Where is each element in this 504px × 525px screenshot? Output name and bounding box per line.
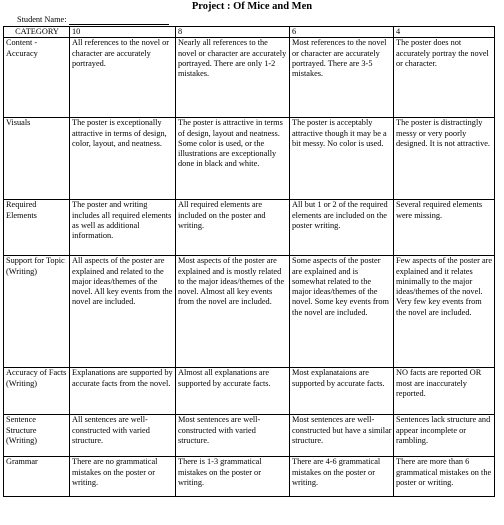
table-cell: Some aspects of the poster are explained and is somewhat related to the major ideas/themes of the novel. Some key events from the novel are included.	[290, 256, 394, 368]
table-cell: There are 4-6 grammatical mistakes on the poster or writing.	[290, 457, 394, 497]
table-cell: Nearly all references to the novel or character are accurately portrayed. There are only 1-2 mistakes.	[176, 38, 290, 118]
row-category: Support for Topic (Writing)	[4, 256, 70, 368]
table-cell: Most aspects of the poster are explained and is mostly related to the major ideas/themes of the novel. Almost all key events from the novel are included.	[176, 256, 290, 368]
table-cell: All references to the novel or character are accurately portrayed.	[70, 38, 176, 118]
student-name-field	[17, 15, 169, 25]
table-cell: The poster is distractingly messy or very poorly designed. It is not attractive.	[394, 118, 495, 200]
table-cell: All but 1 or 2 of the required elements are included on the poster writing.	[290, 200, 394, 256]
table-row	[4, 457, 495, 497]
table-row	[4, 200, 495, 256]
table-cell: Several required elements were missing.	[394, 200, 495, 256]
table-cell: There are more than 6 grammatical mistakes on the poster or writing.	[394, 457, 495, 497]
table-cell: All required elements are included on the poster and writing.	[176, 200, 290, 256]
document-title: Project : Of Mice and Men	[191, 1, 313, 12]
row-category: Accuracy of Facts (Writing)	[4, 368, 70, 415]
header-row	[4, 27, 495, 38]
table-cell: Almost all explanations are supported by accurate facts.	[176, 368, 290, 415]
row-category: Grammar	[4, 457, 70, 497]
row-category: Required Elements	[4, 200, 70, 256]
table-cell: Most explanataions are supported by accurate facts.	[290, 368, 394, 415]
row-category: Sentence Structure (Writing)	[4, 415, 70, 457]
table-row	[4, 38, 495, 118]
header-score-4: 4	[394, 27, 495, 38]
row-category: Visuals	[4, 118, 70, 200]
header-score-10: 10	[70, 27, 176, 38]
header-score-8: 8	[176, 27, 290, 38]
table-row	[4, 415, 495, 457]
table-row	[4, 118, 495, 200]
table-cell: NO facts are reported OR most are inaccurately reported.	[394, 368, 495, 415]
table-cell: Explanations are supported by accurate facts from the novel.	[70, 368, 176, 415]
student-name-blank	[69, 16, 169, 25]
row-category: Content - Accuracy	[4, 38, 70, 118]
table-cell: Most sentences are well-constructed but have a similar structure.	[290, 415, 394, 457]
table-cell: There are no grammatical mistakes on the poster or writing.	[70, 457, 176, 497]
table-cell: There is 1-3 grammatical mistakes on the poster or writing.	[176, 457, 290, 497]
table-cell: The poster and writing includes all required elements as well as additional information.	[70, 200, 176, 256]
table-cell: Few aspects of the poster are explained and it relates minimally to the major ideas/themes of the novel. Very few key events from the novel are included.	[394, 256, 495, 368]
student-name-label: Student Name:	[17, 15, 67, 24]
header-score-6: 6	[290, 27, 394, 38]
table-cell: The poster is attractive in terms of design, layout and neatness. Some color is used, or the illustrations are exceptionally done in black and white.	[176, 118, 290, 200]
table-row	[4, 368, 495, 415]
table-cell: Most sentences are well-constructed with varied structure.	[176, 415, 290, 457]
table-cell: The poster is exceptionally attractive in terms of design, color, layout, and neatness.	[70, 118, 176, 200]
rubric-table	[3, 26, 495, 497]
table-cell: The poster is acceptably attractive though it may be a bit messy. No color is used.	[290, 118, 394, 200]
table-cell: The poster does not accurately portray the novel or character.	[394, 38, 495, 118]
table-row	[4, 256, 495, 368]
table-cell: All aspects of the poster are explained and related to the major ideas/themes of the novel. All key events from the novel are included.	[70, 256, 176, 368]
table-cell: All sentences are well-constructed with varied structure.	[70, 415, 176, 457]
header-category: CATEGORY	[4, 27, 70, 38]
table-cell: Sentences lack structure and appear incomplete or rambling.	[394, 415, 495, 457]
table-cell: Most references to the novel or character are accurately portrayed. There are 3-5 mistakes.	[290, 38, 394, 118]
